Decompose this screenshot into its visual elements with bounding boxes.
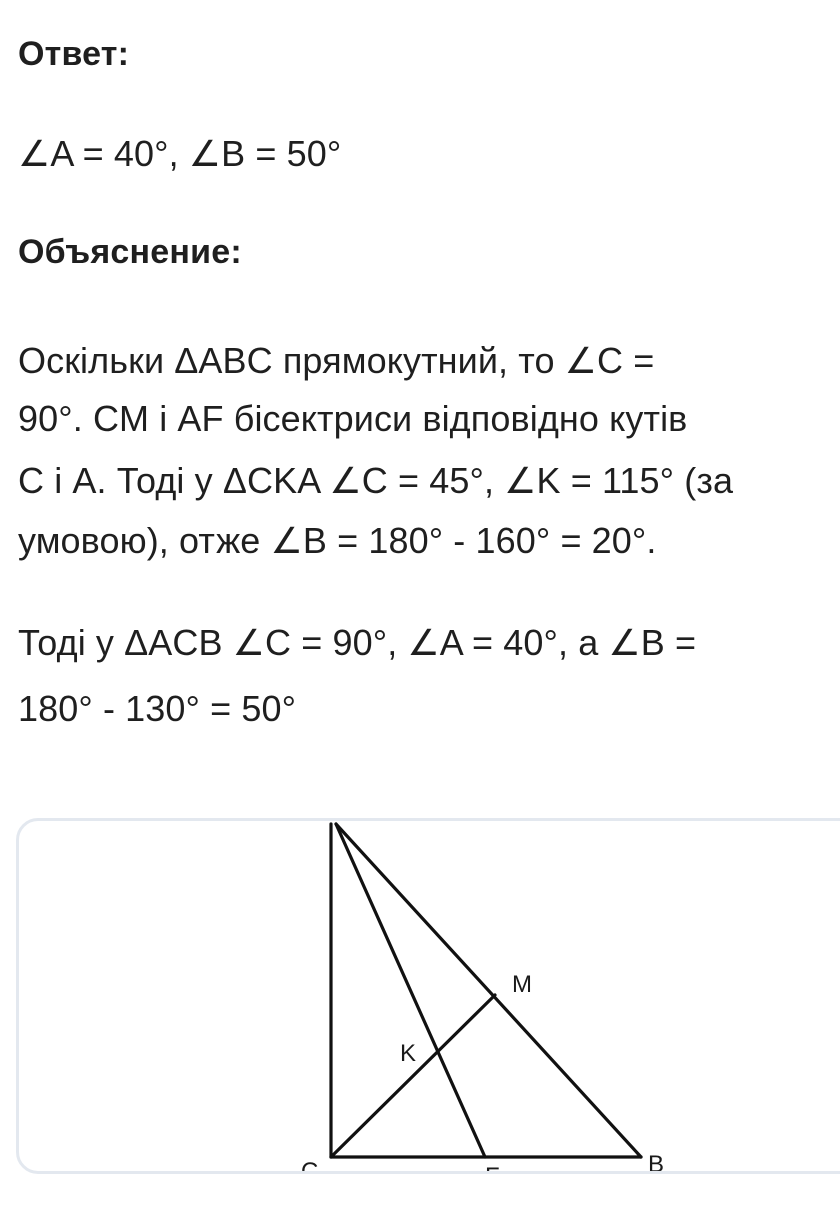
- label-b: B: [648, 1151, 665, 1178]
- answer-heading: Ответ:: [18, 35, 130, 73]
- explanation-paragraph-2: [18, 610, 696, 742]
- bisector-af: [336, 824, 485, 1157]
- explanation-line: 90°. CM і AF бісектриси відповідно кутів: [18, 398, 688, 439]
- label-m: M: [512, 971, 532, 998]
- answer-text: ∠A = 40°, ∠B = 50°: [18, 133, 342, 174]
- explanation-heading: Объяснение:: [18, 233, 242, 271]
- explanation-line: 180° - 130° = 50°: [18, 688, 297, 729]
- geometry-figure: [16, 818, 840, 1190]
- explanation-line: C і A. Тоді у ΔCKA ∠C = 45°, ∠K = 115° (за: [18, 460, 734, 501]
- bisector-cm: [331, 995, 495, 1157]
- label-f: F: [485, 1163, 500, 1190]
- explanation-paragraph-1: [18, 330, 733, 571]
- explanation-line: умовою), отже ∠B = 180° - 160° = 20°.: [18, 520, 657, 561]
- explanation-line: Оскільки ΔABC прямокутний, то ∠C =: [18, 340, 655, 381]
- explanation-line: Тоді у ΔACB ∠C = 90°, ∠A = 40°, а ∠B =: [18, 622, 697, 663]
- label-c: C: [301, 1158, 319, 1185]
- label-k: K: [400, 1040, 417, 1067]
- triangle-diagram: [16, 818, 840, 1190]
